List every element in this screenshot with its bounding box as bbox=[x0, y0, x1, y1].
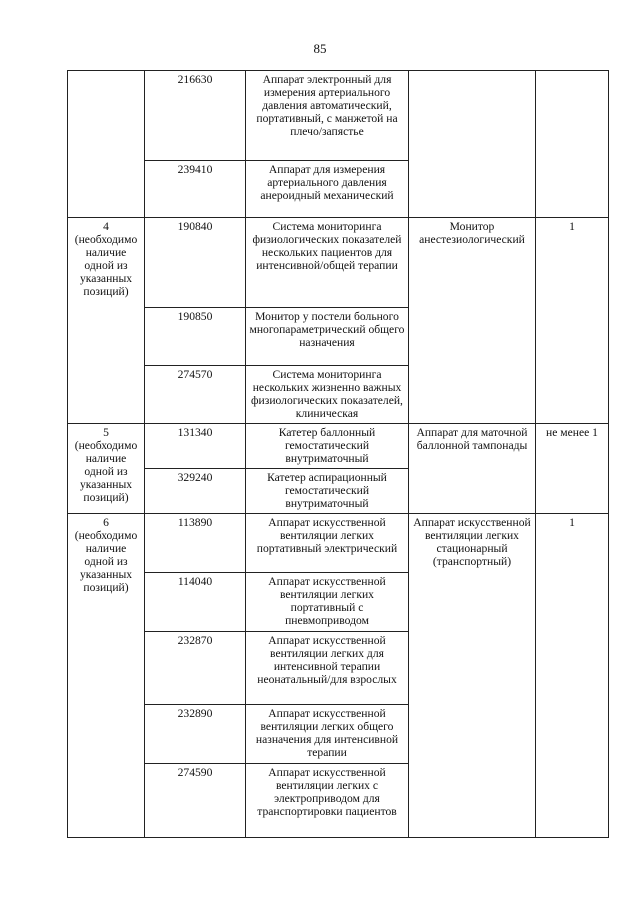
position-cell: 4 (необходимо наличие одной из указанных позиций) bbox=[68, 218, 145, 424]
name-cell: Катетер аспирационный гемостатический внутриматочный bbox=[246, 469, 409, 514]
table-row bbox=[68, 514, 609, 573]
code-cell: 114040 bbox=[145, 573, 246, 632]
code-cell: 239410 bbox=[145, 161, 246, 218]
code-cell: 216630 bbox=[145, 71, 246, 161]
code-cell: 274590 bbox=[145, 764, 246, 838]
page-number: 85 bbox=[313, 41, 327, 56]
name-cell: Аппарат искусственной вентиляции легких с электроприводом для транспортировки пациентов bbox=[246, 764, 409, 838]
type-cell: Монитор анестезиологический bbox=[409, 218, 536, 424]
name-cell: Аппарат искусственной вентиляции легких для интенсивной терапии неонатальный/для взрослых bbox=[246, 632, 409, 705]
name-cell: Аппарат электронный для измерения артериального давления автоматический, портативный, с манжетой на плечо/запястье bbox=[246, 71, 409, 161]
table-row bbox=[68, 424, 609, 469]
type-cell: Аппарат искусственной вентиляции легких стационарный (транспортный) bbox=[409, 514, 536, 838]
code-cell: 274570 bbox=[145, 366, 246, 424]
name-cell: Система мониторинга физиологических показателей нескольких пациентов для интенсивной/общей терапии bbox=[246, 218, 409, 308]
name-cell: Аппарат искусственной вентиляции легких общего назначения для интенсивной терапии bbox=[246, 705, 409, 764]
quantity-cell: не менее 1 bbox=[536, 424, 609, 514]
table-row bbox=[68, 218, 609, 308]
type-cell: Аппарат для маточной баллонной тампонады bbox=[409, 424, 536, 514]
name-cell: Аппарат искусственной вентиляции легких портативный электрический bbox=[246, 514, 409, 573]
position-cell: 5 (необходимо наличие одной из указанных позиций) bbox=[68, 424, 145, 514]
position-cell: 6 (необходимо наличие одной из указанных позиций) bbox=[68, 514, 145, 838]
code-cell: 113890 bbox=[145, 514, 246, 573]
name-cell: Система мониторинга нескольких жизненно важных физиологических показателей, клиническая bbox=[246, 366, 409, 424]
code-cell: 190850 bbox=[145, 308, 246, 366]
code-cell: 190840 bbox=[145, 218, 246, 308]
equipment-table bbox=[67, 70, 609, 838]
code-cell: 131340 bbox=[145, 424, 246, 469]
quantity-cell: 1 bbox=[536, 514, 609, 838]
code-cell: 232870 bbox=[145, 632, 246, 705]
quantity-cell bbox=[536, 71, 609, 218]
position-cell bbox=[68, 71, 145, 218]
code-cell: 329240 bbox=[145, 469, 246, 514]
table-row bbox=[68, 71, 609, 161]
name-cell: Монитор у постели больного многопараметрический общего назначения bbox=[246, 308, 409, 366]
code-cell: 232890 bbox=[145, 705, 246, 764]
quantity-cell: 1 bbox=[536, 218, 609, 424]
name-cell: Аппарат искусственной вентиляции легких портативный с пневмоприводом bbox=[246, 573, 409, 632]
name-cell: Катетер баллонный гемостатический внутриматочный bbox=[246, 424, 409, 469]
type-cell bbox=[409, 71, 536, 218]
name-cell: Аппарат для измерения артериального давления анероидный механический bbox=[246, 161, 409, 218]
